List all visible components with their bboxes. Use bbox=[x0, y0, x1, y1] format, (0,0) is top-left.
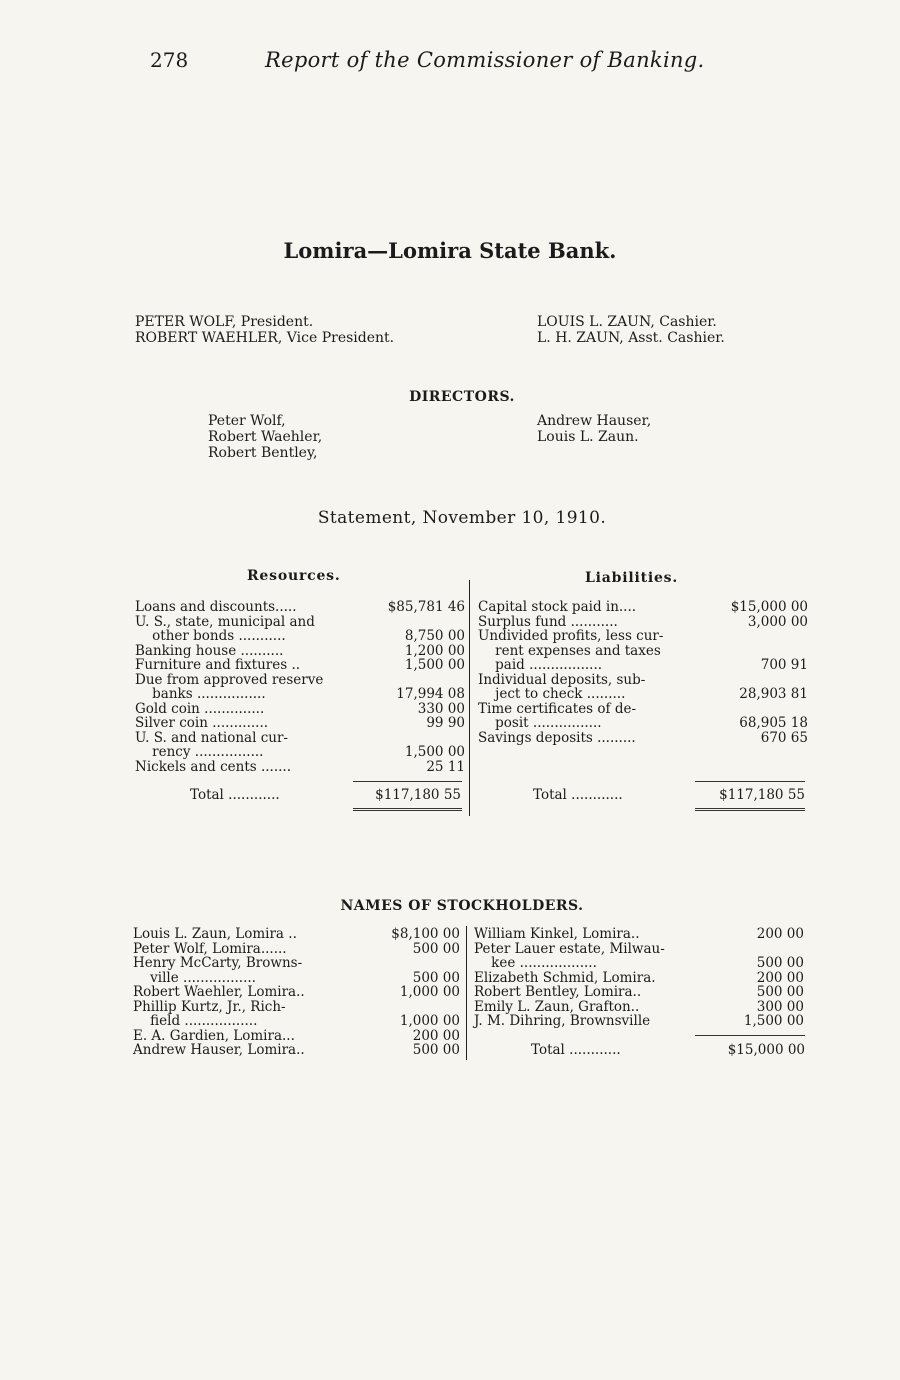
row-label: Nickels and cents ....... bbox=[135, 758, 292, 775]
resources-table bbox=[135, 600, 465, 774]
stockholder-name: Peter Lauer estate, Milwau- bbox=[474, 940, 665, 957]
liabilities-heading: Liabilities. bbox=[585, 570, 679, 586]
table-row bbox=[135, 644, 465, 659]
resources-total-amount: $117,180 55 bbox=[375, 787, 461, 803]
row-label: Gold coin .............. bbox=[135, 700, 265, 717]
stockholder-name: ville ................. bbox=[133, 969, 256, 986]
liabilities-double-rule bbox=[695, 808, 805, 811]
list-item bbox=[133, 1014, 460, 1029]
stockholder-name: E. A. Gardien, Lomira... bbox=[133, 1027, 295, 1044]
stockholders-total-amount: $15,000 00 bbox=[727, 1042, 805, 1058]
stockholders-left bbox=[133, 927, 460, 1058]
table-row bbox=[478, 687, 808, 702]
row-amount: 99 90 bbox=[426, 715, 465, 731]
stockholders-divider bbox=[466, 926, 467, 1060]
liabilities-table bbox=[478, 600, 808, 745]
table-row bbox=[135, 745, 465, 760]
row-amount: 1,500 00 bbox=[404, 657, 465, 673]
column-divider bbox=[469, 580, 470, 816]
stockholder-amount: 500 00 bbox=[756, 955, 804, 971]
row-amount: 670 65 bbox=[760, 729, 808, 746]
stockholder-name: Peter Wolf, Lomira...... bbox=[133, 940, 287, 957]
running-title: Report of the Commissioner of Banking. bbox=[265, 48, 705, 72]
row-label: rent expenses and taxes bbox=[478, 642, 661, 659]
table-row bbox=[135, 716, 465, 731]
table-row bbox=[135, 658, 465, 673]
director-name: Andrew Hauser, bbox=[537, 413, 652, 429]
liabilities-total-rule bbox=[695, 781, 805, 782]
directors-left bbox=[208, 413, 322, 461]
resources-total-label: Total ............ bbox=[190, 787, 280, 803]
row-label: Savings deposits ......... bbox=[478, 729, 636, 746]
table-row bbox=[135, 629, 465, 644]
page-number: 278 bbox=[150, 48, 189, 72]
table-row bbox=[478, 629, 808, 644]
row-label: Due from approved reserve bbox=[135, 671, 324, 688]
directors-right bbox=[537, 413, 651, 445]
row-amount: 700 91 bbox=[760, 657, 808, 673]
table-row bbox=[135, 702, 465, 717]
officer-vice-president: ROBERT WAEHLER, Vice President. bbox=[135, 330, 395, 346]
list-item bbox=[474, 985, 804, 1000]
row-label: U. S. and national cur- bbox=[135, 729, 288, 746]
list-item bbox=[474, 971, 804, 986]
stockholder-name: Elizabeth Schmid, Lomira. bbox=[474, 969, 656, 986]
row-amount: 1,200 00 bbox=[404, 642, 465, 659]
stockholder-name: Louis L. Zaun, Lomira .. bbox=[133, 926, 297, 942]
table-row bbox=[478, 658, 808, 673]
stockholder-name: Phillip Kurtz, Jr., Rich- bbox=[133, 998, 286, 1015]
table-row bbox=[478, 600, 808, 615]
row-label: Individual deposits, sub- bbox=[478, 671, 646, 688]
list-item bbox=[474, 956, 804, 971]
table-row bbox=[478, 673, 808, 688]
director-name: Louis L. Zaun. bbox=[537, 429, 639, 445]
list-item bbox=[133, 942, 460, 957]
director-name: Robert Waehler, bbox=[208, 429, 323, 445]
row-label: Time certificates of de- bbox=[478, 700, 637, 717]
bank-title: Lomira—Lomira State Bank. bbox=[283, 238, 617, 263]
list-item bbox=[474, 942, 804, 957]
stockholder-amount: 300 00 bbox=[756, 998, 804, 1015]
stockholder-amount: 200 00 bbox=[756, 926, 804, 942]
statement-date: Statement, November 10, 1910. bbox=[317, 508, 607, 528]
row-label: Silver coin ............. bbox=[135, 715, 269, 731]
row-label: ject to check ......... bbox=[478, 686, 626, 702]
stockholder-name: field ................. bbox=[133, 1013, 258, 1029]
row-amount: $15,000 00 bbox=[730, 599, 808, 615]
row-label: other bonds ........... bbox=[135, 628, 286, 644]
stockholder-name: Andrew Hauser, Lomira.. bbox=[133, 1042, 305, 1058]
row-label: rency ................ bbox=[135, 744, 264, 760]
stockholder-name: Robert Waehler, Lomira.. bbox=[133, 984, 305, 1000]
list-item bbox=[133, 956, 460, 971]
table-row bbox=[478, 716, 808, 731]
stockholders-total-rule bbox=[695, 1035, 805, 1036]
stockholders-heading: NAMES OF STOCKHOLDERS. bbox=[340, 898, 584, 914]
row-amount: $85,781 46 bbox=[387, 599, 465, 615]
stockholder-name: Emily L. Zaun, Grafton.. bbox=[474, 998, 640, 1015]
row-label: Furniture and fixtures .. bbox=[135, 657, 301, 673]
row-label: Banking house .......... bbox=[135, 642, 284, 659]
stockholder-amount: 500 00 bbox=[412, 969, 460, 986]
list-item bbox=[133, 971, 460, 986]
table-row bbox=[135, 731, 465, 746]
row-label: Loans and discounts..... bbox=[135, 599, 297, 615]
officer-asst-cashier: L. H. ZAUN, Asst. Cashier. bbox=[537, 330, 725, 346]
stockholder-name: Robert Bentley, Lomira.. bbox=[474, 984, 642, 1000]
director-name: Robert Bentley, bbox=[208, 445, 318, 461]
list-item bbox=[133, 927, 460, 942]
row-label: banks ................ bbox=[135, 686, 266, 702]
row-amount: 3,000 00 bbox=[747, 613, 808, 630]
stockholder-amount: 200 00 bbox=[756, 969, 804, 986]
stockholder-name: William Kinkel, Lomira.. bbox=[474, 926, 640, 942]
stockholder-amount: 500 00 bbox=[412, 1042, 460, 1058]
table-row bbox=[478, 731, 808, 746]
stockholder-name: Henry McCarty, Browns- bbox=[133, 955, 303, 971]
table-row bbox=[135, 760, 465, 775]
table-row bbox=[135, 615, 465, 630]
row-label: paid ................. bbox=[478, 657, 603, 673]
list-item bbox=[133, 985, 460, 1000]
stockholder-amount: 1,500 00 bbox=[743, 1013, 804, 1029]
officer-president: PETER WOLF, President. bbox=[135, 314, 314, 330]
row-label: U. S., state, municipal and bbox=[135, 613, 315, 630]
row-amount: 8,750 00 bbox=[404, 628, 465, 644]
row-amount: 17,994 08 bbox=[396, 686, 465, 702]
table-row bbox=[135, 687, 465, 702]
stockholder-amount: 200 00 bbox=[412, 1027, 460, 1044]
list-item bbox=[474, 1014, 804, 1029]
table-row bbox=[478, 615, 808, 630]
resources-heading: Resources. bbox=[247, 568, 341, 584]
row-label: Capital stock paid in.... bbox=[478, 599, 637, 615]
directors-heading: DIRECTORS. bbox=[409, 389, 515, 405]
list-item bbox=[474, 927, 804, 942]
stockholder-amount: 1,000 00 bbox=[399, 984, 460, 1000]
officers-left bbox=[135, 314, 394, 346]
row-amount: 25 11 bbox=[426, 758, 465, 775]
list-item bbox=[133, 1029, 460, 1044]
liabilities-total-label: Total ............ bbox=[533, 787, 623, 803]
resources-total-rule bbox=[353, 781, 462, 782]
table-row bbox=[478, 702, 808, 717]
row-amount: 28,903 81 bbox=[739, 686, 808, 702]
list-item bbox=[133, 1043, 460, 1058]
stockholder-name: J. M. Dihring, Brownsville bbox=[474, 1013, 651, 1029]
row-amount: 1,500 00 bbox=[404, 744, 465, 760]
row-label: posit ................ bbox=[478, 715, 602, 731]
stockholder-amount: 500 00 bbox=[412, 940, 460, 957]
list-item bbox=[474, 1000, 804, 1015]
row-amount: 68,905 18 bbox=[739, 715, 808, 731]
officers-right bbox=[537, 314, 725, 346]
stockholder-amount: $8,100 00 bbox=[391, 926, 460, 942]
stockholder-amount: 500 00 bbox=[756, 984, 804, 1000]
officer-cashier: LOUIS L. ZAUN, Cashier. bbox=[537, 314, 717, 330]
row-label: Undivided profits, less cur- bbox=[478, 628, 664, 644]
list-item bbox=[133, 1000, 460, 1015]
table-row bbox=[135, 600, 465, 615]
row-amount: 330 00 bbox=[417, 700, 465, 717]
resources-double-rule bbox=[353, 808, 462, 811]
stockholder-name: kee .................. bbox=[474, 955, 597, 971]
table-row bbox=[135, 673, 465, 688]
table-row bbox=[478, 644, 808, 659]
stockholders-right bbox=[474, 927, 804, 1029]
director-name: Peter Wolf, bbox=[208, 413, 286, 429]
stockholder-amount: 1,000 00 bbox=[399, 1013, 460, 1029]
liabilities-total-amount: $117,180 55 bbox=[719, 787, 805, 803]
stockholders-total-label: Total ............ bbox=[531, 1042, 621, 1058]
row-label: Surplus fund ........... bbox=[478, 613, 618, 630]
